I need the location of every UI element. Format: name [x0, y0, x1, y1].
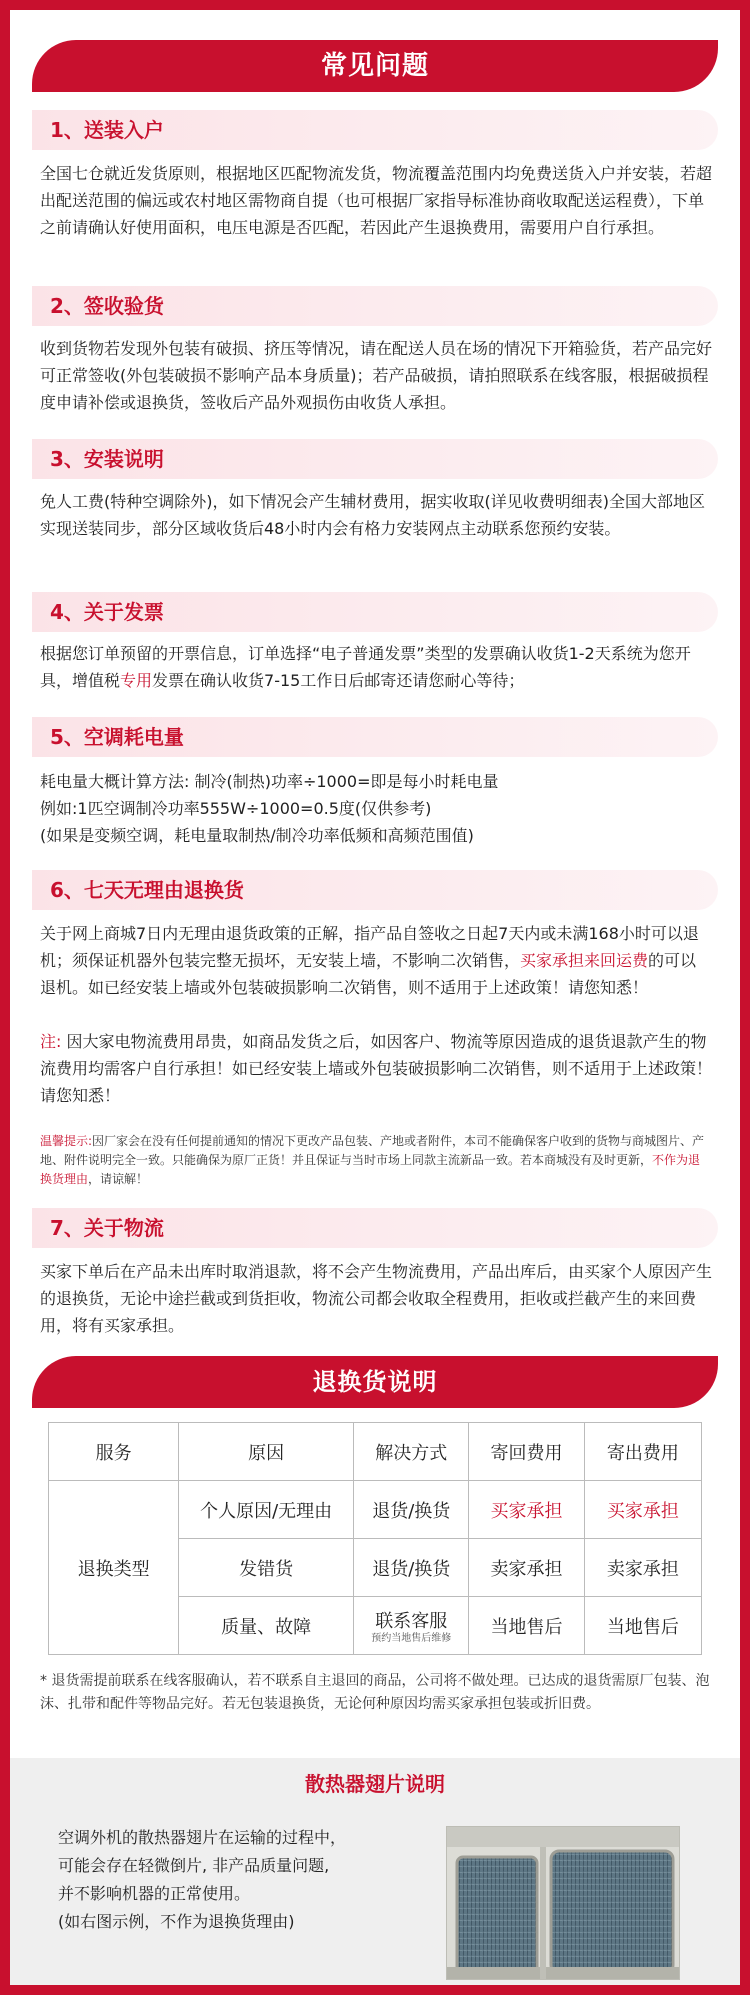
table-header-reason: 原因: [179, 1423, 354, 1481]
radiator-line-4: (如右图示例，不作为退换货理由): [58, 1912, 295, 1931]
warm-tip-text-red: 不作为退换货理由: [40, 1153, 701, 1186]
invoice-text-b: 发票在确认收货7-15工作日后邮寄还请您耐心等待；: [152, 671, 525, 690]
cell-reason: 发错货: [179, 1539, 354, 1597]
warm-tip-text-b: ，请谅解！: [88, 1172, 149, 1186]
returns-footnote: * 退货需提前联系在线客服确认，若不联系自主退回的商品，公司将不做处理。已达成的退货需原厂包装、泡沫、扎带和配件等物品完好。若无包装退换货，无论何种原因均需买家承担包装或折旧费。: [40, 1673, 710, 1712]
cell-reason: 个人原因/无理由: [179, 1481, 354, 1539]
radiator-fin-photo: [446, 1826, 680, 1980]
cell-return-fee: 卖家承担: [469, 1539, 584, 1597]
faq-banner: 常见问题: [32, 40, 718, 92]
note-text: 因大家电物流费用昂贵，如商品发货之后，如因客户、物流等原因造成的退货退款产生的物流费用均需客户自行承担！如已经安装上墙或外包装破损影响二次销售，则不适用于上述政策！请您知悉！: [40, 1032, 713, 1105]
warm-tip-text-a: 因厂家会在没有任何提前通知的情况下更改产品包装、产地或者附件，本司不能确保客户收到的货物与商城图片、产地、附件说明完全一致。只能确保为原厂正货！并且保证与当时市场上同款主流新品一致。若本商城没有及时更新，: [40, 1134, 705, 1167]
cell-send-fee: 卖家承担: [584, 1539, 701, 1597]
power-line-3: (如果是变频空调，耗电量取制热/制冷功率低频和高频范围值): [40, 826, 474, 845]
return-text-buyer-pays: 买家承担来回运费: [520, 951, 649, 970]
return-text-a: 关于网上商城7日内无理由退货政策的正解，指产品自签收之日起7天内或未满168小时可以退机；须保证机器外包装完整无损坏，无安装上墙，不影响二次销售，: [40, 924, 699, 970]
section-heading-inspection: 2、签收验货: [32, 286, 718, 326]
page-frame: [10, 10, 740, 1985]
section-text-logistics: 买家下单后在产品未出库时取消退款，将不会产生物流费用，产品出库后，由买家个人原因产生的退换货，无论中途拦截或到货拒收，物流公司都会收取全程费用，拒收或拦截产生的来回费用，将有买家承担。: [40, 1262, 713, 1335]
radiator-panel: [10, 1758, 740, 1985]
radiator-line-2: 可能会存在轻微倒片, 非产品质量问题,: [58, 1856, 330, 1875]
radiator-line-1: 空调外机的散热器翅片在运输的过程中，: [58, 1828, 347, 1847]
cell-solution-sub: 预约当地售后维修: [371, 1632, 452, 1644]
returns-banner: 退换货说明: [32, 1356, 718, 1408]
cell-solution: 退货/换货: [354, 1481, 469, 1539]
section-text-installation: 免人工费(特种空调除外)，如下情况会产生辅材费用，据实收取(详见收费明细表)全国大部地区实现送装同步，部分区域收货后48小时内会有格力安装网点主动联系您预约安装。: [40, 492, 705, 538]
cell-return-fee: 当地售后: [469, 1597, 584, 1655]
cell-solution: 退货/换货: [354, 1539, 469, 1597]
cell-return-fee: 买家承担: [469, 1481, 584, 1539]
warm-tip: [40, 1132, 712, 1189]
section-heading-logistics: 7、关于物流: [32, 1208, 718, 1248]
section-heading-invoice: 4、关于发票: [32, 592, 718, 632]
section-heading-power: 5、空调耗电量: [32, 717, 718, 757]
cell-solution-main: 联系客服: [375, 1610, 448, 1632]
warm-tip-label: 温馨提示:: [40, 1134, 93, 1148]
table-header-service: 服务: [49, 1423, 179, 1481]
table-header-send-fee: 寄出费用: [584, 1423, 701, 1481]
section-text-power: [40, 768, 712, 849]
outdoor-unit-illustration: [447, 1827, 679, 1979]
returns-table: [48, 1422, 702, 1655]
section-text-return-note: [40, 1028, 712, 1109]
cell-reason: 质量、故障: [179, 1597, 354, 1655]
radiator-text: [58, 1824, 438, 1936]
section-heading-seven-day-return: 6、七天无理由退换货: [32, 870, 718, 910]
table-header-row: [49, 1423, 702, 1481]
table-row: [49, 1481, 702, 1539]
section-heading-delivery: 1、送装入户: [32, 110, 718, 150]
table-header-return-fee: 寄回费用: [469, 1423, 584, 1481]
cell-send-fee: 买家承担: [584, 1481, 701, 1539]
invoice-text-a: 根据您订单预留的开票信息，订单选择“电子普通发票”类型的发票确认收货1-2天系统为您开具，增值税: [40, 644, 691, 690]
row-group-label: 退换类型: [49, 1481, 179, 1655]
section-text-delivery: 全国七仓就近发货原则，根据地区匹配物流发货，物流覆盖范围内均免费送货入户并安装，若超出配送范围的偏远或农村地区需物商自提（也可根据厂家指导标准协商收取配送运程费），下单之前请确认好使用面积，电压电源是否匹配，若因此产生退换费用，需要用户自行承担。: [40, 164, 713, 237]
power-line-2: 例如:1匹空调制冷功率555W÷1000=0.5度(仅供参考): [40, 799, 432, 818]
section-text-return-policy: [40, 920, 712, 1001]
section-heading-installation: 3、安装说明: [32, 439, 718, 479]
section-text-invoice: [40, 640, 712, 694]
invoice-text-special: 专用: [120, 671, 153, 690]
return-text-b: 的可以退机。如已经安装上墙或外包装破损影响二次销售，则不适用于上述政策！请您知悉！: [40, 951, 697, 997]
table-header-solution: 解决方式: [354, 1423, 469, 1481]
radiator-title: 散热器翅片说明: [305, 1772, 445, 1796]
radiator-line-3: 并不影响机器的正常使用。: [58, 1884, 251, 1903]
power-line-1: 耗电量大概计算方法: 制冷(制热)功率÷1000=即是每小时耗电量: [40, 772, 499, 791]
cell-solution: [354, 1597, 469, 1655]
section-text-inspection: 收到货物若发现外包装有破损、挤压等情况，请在配送人员在场的情况下开箱验货，若产品完好可正常签收(外包装破损不影响产品本身质量)；若产品破损，请拍照联系在线客服，根据破损程度申请补偿或退换货，签收后产品外观损伤由收货人承担。: [40, 339, 713, 412]
cell-send-fee: 当地售后: [584, 1597, 701, 1655]
note-label: 注:: [40, 1032, 62, 1051]
